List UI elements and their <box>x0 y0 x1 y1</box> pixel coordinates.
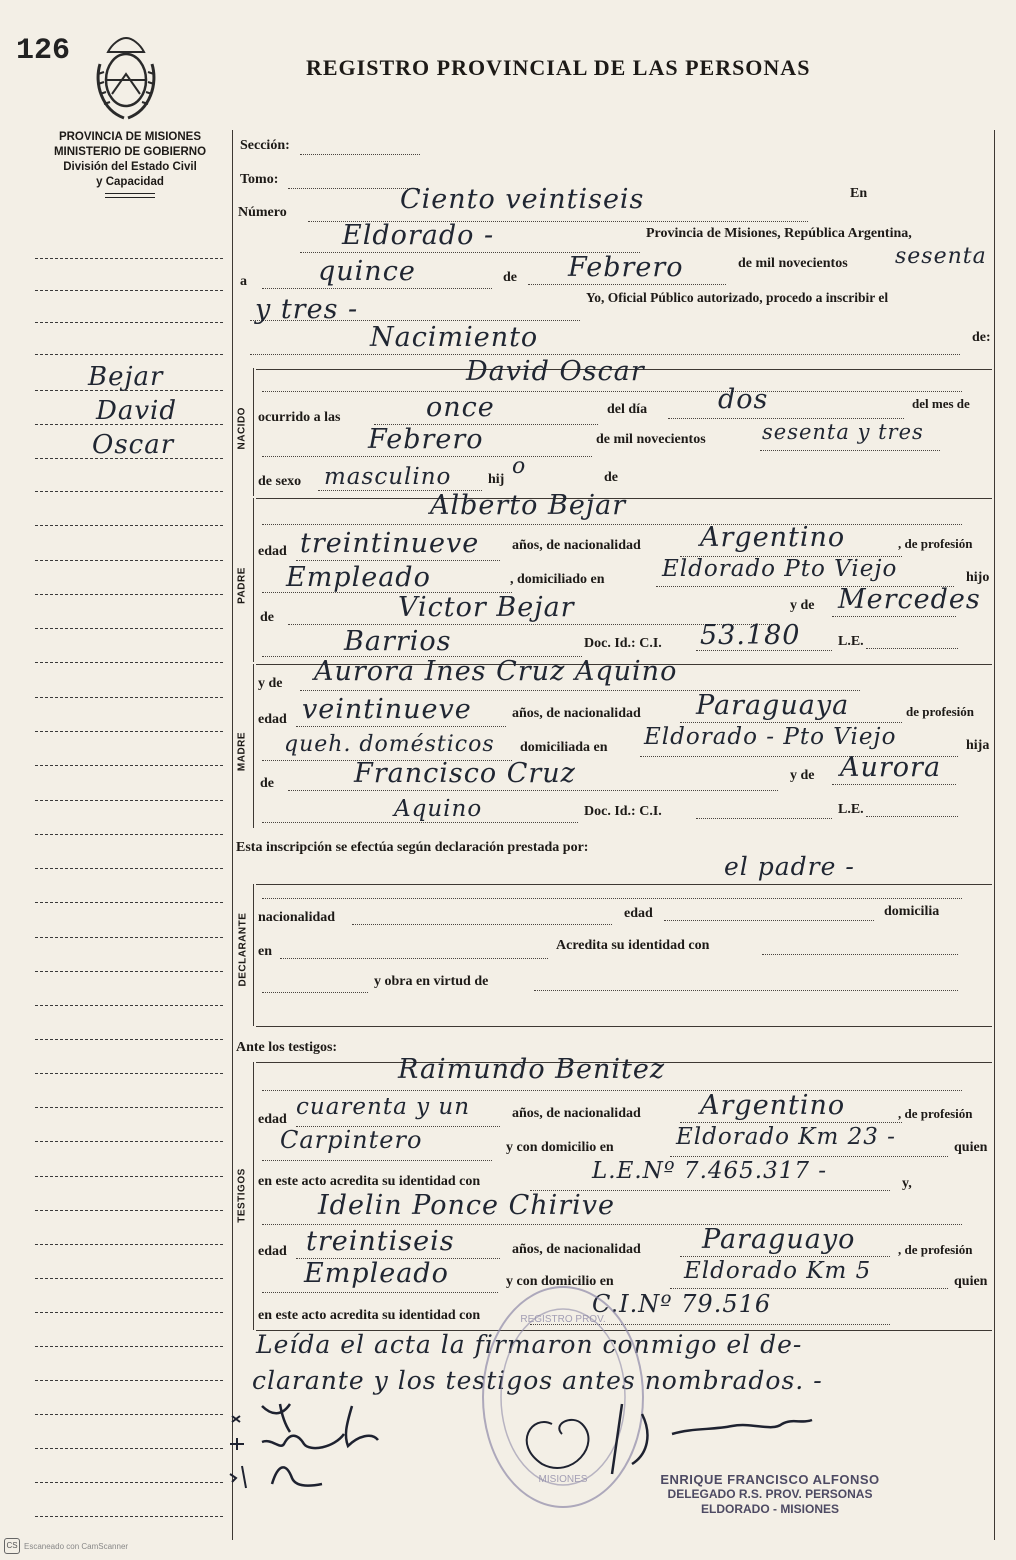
label-madre-hija: hija <box>966 738 990 753</box>
value-acto: Nacimiento <box>370 322 539 353</box>
label-provincia: Provincia de Misiones, República Argentina, <box>646 226 912 241</box>
label-padre-edad: edad <box>258 544 287 559</box>
official-stamp <box>640 1472 900 1517</box>
label-padre-doc: Doc. Id.: C.I. <box>584 636 662 651</box>
value-testigo1-nombre: Raimundo Benitez <box>398 1054 666 1085</box>
value-padre-nacionalidad: Argentino <box>700 522 846 553</box>
label-de-2: de <box>604 470 618 485</box>
label-en: En <box>850 186 868 201</box>
stamp-place: ELDORADO - MISIONES <box>700 1502 839 1516</box>
value-madre-profesion: queh. domésticos <box>284 732 495 757</box>
value-padre-madre-1: Mercedes <box>838 584 981 615</box>
closing-line-1: Leída el acta la firmaron conmigo el de- <box>256 1330 803 1359</box>
coat-of-arms-icon <box>90 34 162 124</box>
label-t2-edad: edad <box>258 1244 287 1259</box>
value-madre-domicilio: Eldorado - Pto Viejo <box>644 724 897 750</box>
value-padre-madre-2: Barrios <box>344 626 452 657</box>
label-madre-nacionalidad: años, de nacionalidad <box>512 706 641 721</box>
label-padre-nacionalidad: años, de nacionalidad <box>512 538 641 553</box>
value-hora: once <box>426 392 495 423</box>
value-madre-edad: veintinueve <box>302 694 472 725</box>
label-madre-de: de <box>260 776 274 791</box>
label-mil-novecientos-2: de mil novecientos <box>596 432 706 447</box>
value-testigo2-profesion: Empleado <box>304 1258 449 1289</box>
value-padre-edad: treintinueve <box>300 528 480 559</box>
value-padre-ci: 53.180 <box>700 620 801 651</box>
margin-note-surname: Bejar <box>88 362 164 392</box>
label-t2-acredita: en este acto acredita su identidad con <box>258 1308 481 1323</box>
label-yo-oficial: Yo, Oficial Público autorizado, procedo a inscribir el <box>586 290 889 305</box>
scanner-note: Escaneado con CamScanner <box>24 1541 129 1551</box>
label-t2-quien: quien <box>954 1274 988 1289</box>
label-madre-edad: edad <box>258 712 287 727</box>
stamp-name: ENRIQUE FRANCISCO ALFONSO <box>660 1472 880 1487</box>
side-label-nacido: NACIDO <box>236 407 248 450</box>
value-mes: Febrero <box>568 252 684 283</box>
value-testigo1-edad: cuarenta y un <box>296 1094 471 1120</box>
stamp-position: DELEGADO R.S. PROV. PERSONAS <box>667 1487 873 1501</box>
label-madre-y-de-2: y de <box>790 768 815 783</box>
label-seccion: Sección: <box>240 138 290 153</box>
svg-text:REGISTRO PROV.: REGISTRO PROV. <box>520 1314 606 1325</box>
page-number: 126 <box>16 34 71 68</box>
label-madre-doc: Doc. Id.: C.I. <box>584 804 662 819</box>
svg-text:MISIONES: MISIONES <box>538 1474 588 1485</box>
value-testigo1-nacionalidad: Argentino <box>700 1090 846 1121</box>
label-madre-y-de: y de <box>258 676 283 691</box>
value-madre-padre: Francisco Cruz <box>354 758 576 789</box>
office-line-ministry: MINISTERIO DE GOBIERNO <box>53 146 207 158</box>
label-del-dia: del día <box>607 402 648 417</box>
label-t2-nacionalidad: años, de nacionalidad <box>512 1242 641 1257</box>
value-hijo-suffix: o <box>512 454 527 479</box>
value-madre-madre-2: Aquino <box>394 796 483 822</box>
label-padre-y-de: y de <box>790 598 815 613</box>
side-label-declarante: DECLARANTE <box>237 912 249 987</box>
margin-note-name1: David <box>96 396 177 426</box>
value-testigo2-edad: treintiseis <box>306 1226 455 1257</box>
label-mil-novecientos: de mil novecientos <box>738 256 848 271</box>
label-decl-nacionalidad: nacionalidad <box>258 910 336 925</box>
label-madre-profesion: de profesión <box>906 704 975 719</box>
value-nombre: David Oscar <box>466 356 645 387</box>
label-sexo: de sexo <box>258 474 302 489</box>
value-testigo2-domicilio: Eldorado Km 5 <box>684 1258 872 1284</box>
label-numero: Número <box>238 205 287 220</box>
value-testigo1-domicilio: Eldorado Km 23 - <box>676 1124 896 1150</box>
label-decl-en: en <box>258 944 272 959</box>
page-title: REGISTRO PROVINCIAL DE LAS PERSONAS <box>306 55 811 80</box>
side-label-madre: MADRE <box>236 731 248 772</box>
label-madre-le: L.E. <box>838 802 864 817</box>
label-a: a <box>240 274 247 289</box>
value-anio-1: sesenta <box>895 244 987 269</box>
value-testigo2-nacionalidad: Paraguayo <box>702 1224 856 1255</box>
value-madre-nombre: Aurora Ines Cruz Aquino <box>314 656 678 687</box>
label-padre-le: L.E. <box>838 634 864 649</box>
label-de-colon: de: <box>972 330 991 345</box>
office-line-province: PROVINCIA DE MISIONES <box>58 131 202 143</box>
label-de-1: de <box>503 270 517 285</box>
label-decl-obra: y obra en virtud de <box>374 974 489 989</box>
value-anio-nac: sesenta y tres <box>762 420 924 444</box>
value-lugar: Eldorado - <box>342 220 495 251</box>
label-t1-nacionalidad: años, de nacionalidad <box>512 1106 641 1121</box>
value-testigo1-profesion: Carpintero <box>280 1126 423 1154</box>
label-t1-y: y, <box>902 1176 912 1191</box>
value-madre-nacionalidad: Paraguaya <box>696 690 850 721</box>
label-padre-domiciliado: , domiciliado en <box>510 572 605 587</box>
label-padre-hijo: hijo <box>966 570 990 585</box>
value-padre-profesion: Empleado <box>286 562 431 593</box>
value-mes-nac: Febrero <box>368 424 484 455</box>
label-decl-domicilia: domicilia <box>884 904 940 919</box>
label-t1-quien: quien <box>954 1140 988 1155</box>
office-line-capacity: y Capacidad <box>96 176 164 188</box>
value-padre-nombre: Alberto Bejar <box>430 490 627 521</box>
label-hij: hij <box>488 472 505 487</box>
label-esta-inscripcion: Esta inscripción se efectúa según declaración prestada por: <box>236 840 589 855</box>
value-dia-nac: dos <box>718 384 769 415</box>
value-dia: quince <box>318 256 416 287</box>
value-testigo2-nombre: Idelin Ponce Chirive <box>318 1190 616 1221</box>
label-t1-domicilio: y con domicilio en <box>506 1140 614 1155</box>
value-testigo1-doc: L.E.Nº 7.465.317 - <box>592 1158 828 1184</box>
scanner-watermark <box>4 1538 128 1554</box>
label-madre-domiciliada: domiciliada en <box>520 740 608 755</box>
value-sexo: masculino <box>324 464 452 490</box>
value-madre-madre-1: Aurora <box>840 752 942 783</box>
label-ante-testigos: Ante los testigos: <box>236 1040 338 1055</box>
label-ocurrido: ocurrido a las <box>258 410 341 425</box>
label-tomo: Tomo: <box>240 172 279 187</box>
label-t2-profesion: , de profesión <box>898 1242 973 1257</box>
camscanner-logo-icon: CS <box>4 1538 20 1554</box>
side-label-testigos: TESTIGOS <box>236 1168 248 1223</box>
issuing-office <box>30 130 230 198</box>
label-t2-domicilio: y con domicilio en <box>506 1274 614 1289</box>
label-t1-edad: edad <box>258 1112 287 1127</box>
label-padre-de: de <box>260 610 274 625</box>
value-numero: Ciento veintiseis <box>400 184 645 215</box>
label-decl-acredita: Acredita su identidad con <box>556 938 710 953</box>
value-testigo2-doc: C.I.Nº 79.516 <box>592 1290 772 1318</box>
office-line-division: División del Estado Civil <box>63 161 197 173</box>
margin-note-name2: Oscar <box>92 430 175 460</box>
side-label-padre: PADRE <box>236 567 248 604</box>
label-t1-profesion: , de profesión <box>898 1106 973 1121</box>
closing-line-2: clarante y los testigos antes nombrados. - <box>252 1366 823 1395</box>
label-del-mes: del mes de <box>912 396 970 411</box>
value-declarante: el padre - <box>724 852 855 881</box>
value-padre-domicilio: Eldorado Pto Viejo <box>662 556 898 582</box>
label-decl-edad: edad <box>624 906 653 921</box>
label-t1-acredita: en este acto acredita su identidad con <box>258 1174 481 1189</box>
value-padre-padre: Victor Bejar <box>398 592 575 623</box>
value-anio-2: y tres - <box>255 294 359 325</box>
label-padre-profesion: , de profesión <box>898 536 973 551</box>
